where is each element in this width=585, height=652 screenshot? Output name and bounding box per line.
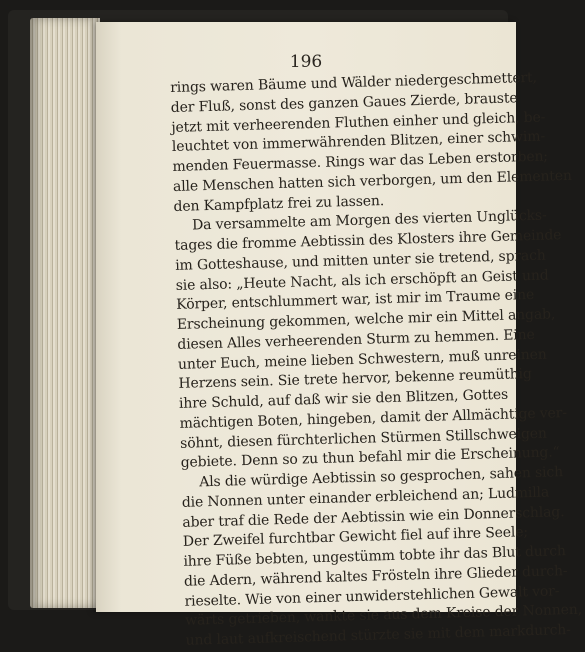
text-line: Da versammelte am Morgen des vierten Unglücks- <box>191 207 547 234</box>
page-number: 196 <box>289 52 323 72</box>
text-line: rieselte. Wie von einer unwiderstehlichen Gewalt vor- <box>184 582 560 610</box>
text-line: der Fluß, sonst des ganzen Gaues Zierde, brauste <box>170 90 518 116</box>
text-line: jetzt mit verheerenden Fluthen einher und gleich, be- <box>171 109 546 136</box>
text-line: sie also: „Heute Nacht, als ich erschöpft an Geist und <box>175 267 549 294</box>
text-line: leuchtet von immerwährenden Blitzen, einer schwim- <box>171 128 546 156</box>
text-line: mächtigen Boten, hingeben, damit der Allmächtige ver- <box>179 404 568 432</box>
text-line: alle Menschen hatten sich verborgen, um den Elementen <box>172 167 573 195</box>
text-line: die Adern, während kaltes Frösteln ihre Glieder durch- <box>183 562 568 590</box>
text-line: Der Zweifel furchtbar Gewicht fiel auf ihre Seele; <box>182 524 529 551</box>
text-line: ihre Füße bebten, ungestümm tobte ihr das Blut durch <box>183 543 566 570</box>
text-line: und laut aufkreischend stürzte sie mit dem markdurch- <box>185 622 571 649</box>
text-line: den Kampfplatz frei zu lassen. <box>173 192 385 215</box>
text-line: diesen Alles verheerenden Sturm zu hemmen. Eine <box>177 326 535 353</box>
text-line: gebiete. Denn so zu thun befahl mir die Erscheinung.“ <box>180 444 560 472</box>
text-line: söhnt, diesen fürchterlichen Stürmen Stillschweigen <box>179 425 548 452</box>
text-line: im Gotteshause, und mitten unter sie tretend, sprach <box>174 247 546 274</box>
text-line: Erscheinung gekommen, welche mir ein Mittel angab, <box>176 306 556 333</box>
text-line: aber traf die Rede der Aebtissin wie ein Donnerschlag. <box>182 503 565 531</box>
text-line: Als die würdige Aebtissin so gesprochen, sahen sich <box>199 464 564 491</box>
book-page <box>96 22 583 649</box>
text-line: rings waren Bäume und Wälder niedergeschmettert, <box>170 69 538 96</box>
text-line: Herzens sein. Sie trete hervor, bekenne reumüthig <box>178 366 532 393</box>
text-line: unter Euch, meine lieben Schwestern, muß unreinen <box>177 346 547 373</box>
text-line: menden Feuermasse. Rings war das Leben erstorben; <box>172 148 549 175</box>
text-line: ihre Schuld, auf daß wir sie den Blitzen, Gottes <box>178 386 509 412</box>
text-line: wärts getrieben, wankte sie aus dem Kreise der Nonnen, <box>184 601 583 630</box>
body-text <box>170 69 583 652</box>
text-line: Körper, entschlummert war, ist mir im Traume eine <box>176 287 535 314</box>
text-line: tages die fromme Aebtissin des Klosters ihre Gemeinde <box>174 227 562 254</box>
page-edges <box>30 18 100 608</box>
text-line: die Nonnen unter einander erbleichend an; Ludmilla <box>181 484 550 511</box>
